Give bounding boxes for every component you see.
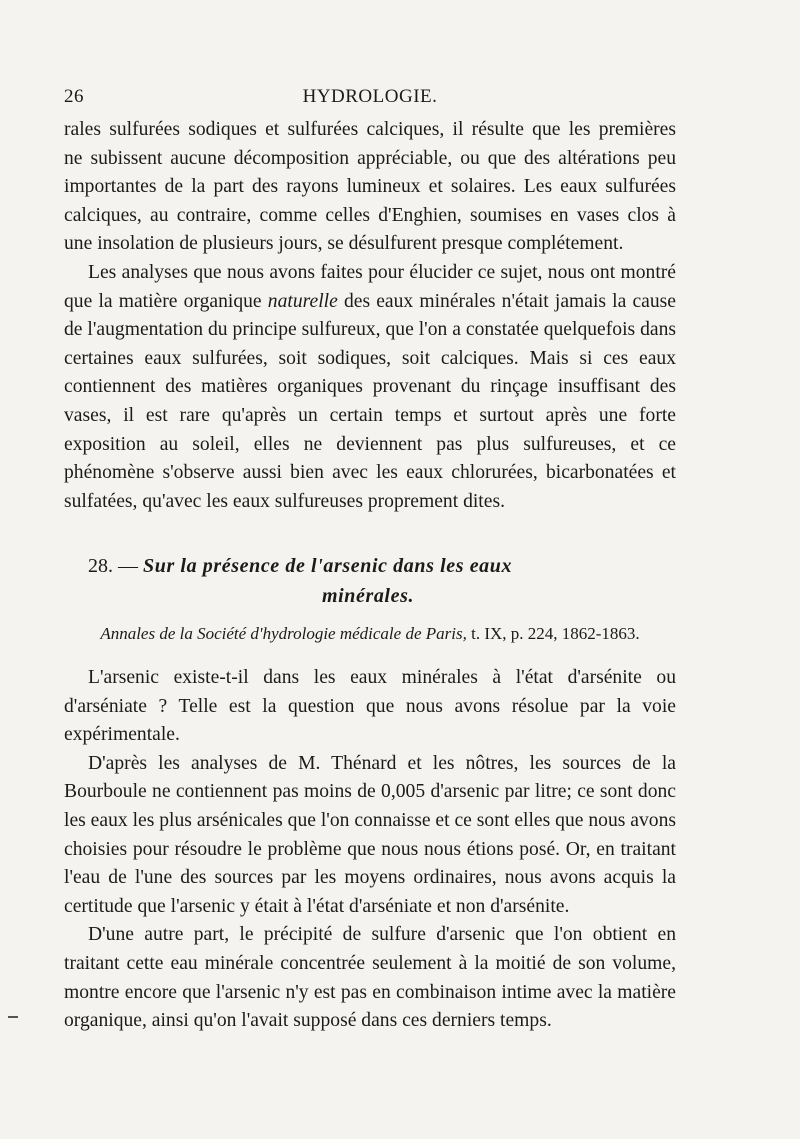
paragraph-bourboule: D'après les analyses de M. Thénard et les nôtres, les sources de la Bourboule ne contiennent pas moins de 0,005 d'arsenic par litre; ce sont donc les eaux les plus arsénicales que l'on connaisse et ce sont elles que nous avons choisies pour résoudre le problème que nous nous étions posé. Or, en traitant l'eau de l'une des sources par les moyens ordinaires, nous avons acquis la certitude que l'arsenic y était à l'état d'arséniate et non d'arsénite. <box>64 752 676 917</box>
paragraph-precipite: D'une autre part, le précipité de sulfure d'arsenic que l'on obtient en traitant cette eau minérale concentrée seulement à la moitié de son volume, montre encore que l'arsenic n'y est pas en combinaison intime avec la matière organique, ainsi qu'on l'avait supposé dans ces derniers temps. <box>64 924 676 1032</box>
section-number: 28. — <box>88 555 138 577</box>
line: une insolation de plusieurs jours, se désulfurent presque complétement. <box>64 233 624 255</box>
line: ne subissent aucune décomposition appréciable, ou que des altérations peu <box>64 147 676 169</box>
paragraph-continued <box>64 116 676 259</box>
running-head: HYDROLOGIE. <box>302 86 438 107</box>
page-header <box>64 86 676 114</box>
citation-ref: t. IX, p. 224, 1862-1863. <box>471 624 640 643</box>
continued-text-block <box>64 116 676 516</box>
section-title-line1: Sur la présence de l'arsenic dans les eaux <box>143 555 513 577</box>
paragraph-question: L'arsenic existe-t-il dans les eaux minérales à l'état d'arsénite ou d'arséniate ? Telle est la question que nous avons résolue par la voie expérimentale. <box>64 667 676 746</box>
emphasis-naturelle: naturelle <box>267 290 338 312</box>
section-heading <box>88 552 648 610</box>
line: calciques, au contraire, comme celles d'Enghien, soumises en vases clos à <box>64 204 676 226</box>
section-body <box>64 664 676 1036</box>
citation <box>64 624 676 644</box>
paragraph-analyses <box>64 259 676 516</box>
line: importantes de la part des rayons lumineux et solaires. Les eaux sulfurées <box>64 176 676 198</box>
page-number: 26 <box>64 86 84 107</box>
section-title-line2: minérales. <box>321 585 415 607</box>
citation-source: Annales de la Société d'hydrologie médicale de Paris, <box>100 624 467 643</box>
margin-mark <box>8 1016 18 1018</box>
text-run: Les analyses que nous avons faites pour élucider ce sujet, nous ont montré que la matière organique <box>64 261 676 312</box>
text-run: des eaux minérales n'était jamais la cause de l'augmentation du principe sulfureux, que l'on a constatée quelquefois dans certaines eaux sulfurées, soit sodiques, soit calciques. Mais si ces eaux contiennent des matières organiques provenant du rinçage insuffisant des vases, il est rare qu'après un certain temps et surtout après une forte exposition au soleil, elles ne deviennent pas plus sulfureuses, et ce phénomène s'observe aussi bien avec les eaux chlorurées, bicarbonatées et sulfatées, qu'avec les eaux sulfureuses proprement dites. <box>64 290 676 512</box>
line: rales sulfurées sodiques et sulfurées calciques, il résulte que les premières <box>64 119 676 140</box>
